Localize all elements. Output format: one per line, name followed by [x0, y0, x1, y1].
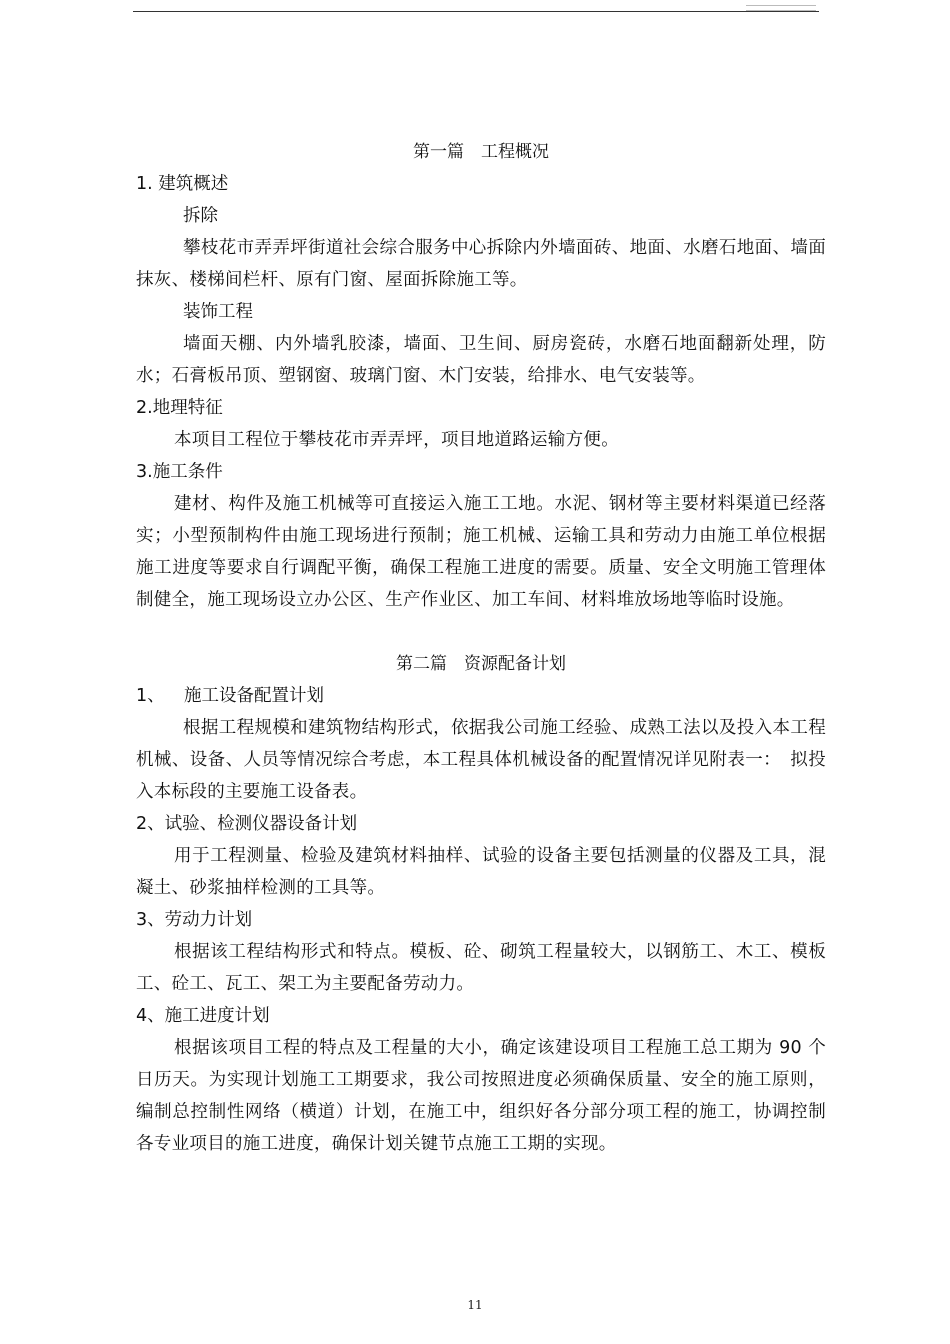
ch2-section-3-heading: 3、劳动力计划 — [136, 910, 253, 930]
geography-paragraph: 本项目工程位于攀枝花市弄弄坪，项目地道路运输方便。 — [174, 430, 619, 450]
ch2-section-1-heading — [136, 680, 826, 712]
decoration-paragraph: 墙面天棚、内外墙乳胶漆，墙面、卫生间、厨房瓷砖，水磨石地面翻新处理，防水；石膏板吊顶、塑钢窗、玻璃门窗、木门安装，给排水、电气安装等。 — [136, 334, 826, 386]
ch2-section-4-heading: 4、施工进度计划 — [136, 1006, 270, 1026]
chapter-1-title: 第一篇 工程概况 — [413, 142, 549, 162]
section-1-heading: 1. 建筑概述 — [136, 174, 229, 194]
spacer — [136, 616, 826, 648]
schedule-paragraph: 根据该项目工程的特点及工程量的大小，确定该建设项目工程施工总工期为 90 个日历天。为实现计划施工工期要求，我公司按照进度必须确保质量、安全的施工原则，编制总控制性网络（横道）计划，在施工中，组织好各分部分项工程的施工，协调控制各专业项目的施工进度，确保计划关键节点施工工期的实现。 — [136, 1038, 826, 1154]
section-3-heading: 3.施工条件 — [136, 462, 223, 482]
subsection-demolition: 拆除 — [183, 206, 218, 226]
ch2-section-1-title: 施工设备配置计划 — [184, 686, 324, 706]
ch2-section-1-number: 1、 — [136, 686, 165, 706]
header-rule — [133, 11, 819, 12]
labor-paragraph: 根据该工程结构形式和特点。模板、砼、砌筑工程量较大，以钢筋工、木工、模板工、砼工、瓦工、架工为主要配备劳动力。 — [136, 942, 826, 994]
ch2-section-2-heading: 2、试验、检测仪器设备计划 — [136, 814, 358, 834]
conditions-paragraph: 建材、构件及施工机械等可直接运入施工工地。水泥、钢材等主要材料渠道已经落实；小型预制构件由施工现场进行预制；施工机械、运输工具和劳动力由施工单位根据施工进度等要求自行调配平衡，确保工程施工进度的需要。质量、安全文明施工管理体制健全，施工现场设立办公区、生产作业区、加工车间、材料堆放场地等临时设施。 — [136, 494, 826, 610]
section-2-heading: 2.地理特征 — [136, 398, 223, 418]
header-mark — [746, 5, 816, 11]
equipment-paragraph: 根据工程规模和建筑物结构形式，依据我公司施工经验、成熟工法以及投入本工程机械、设备、人员等情况综合考虑，本工程具体机械设备的配置情况详见附表一： 拟投入本标段的主要施工设备表。 — [136, 718, 826, 802]
testing-paragraph: 用于工程测量、检验及建筑材料抽样、试验的设备主要包括测量的仪器及工具，混凝土、砂浆抽样检测的工具等。 — [136, 846, 826, 898]
page-content — [136, 136, 826, 1160]
page-number: 11 — [467, 1298, 483, 1312]
subsection-decoration: 装饰工程 — [183, 302, 253, 322]
demolition-paragraph: 攀枝花市弄弄坪街道社会综合服务中心拆除内外墙面砖、地面、水磨石地面、墙面抹灰、楼梯间栏杆、原有门窗、屋面拆除施工等。 — [136, 238, 826, 290]
chapter-2-title: 第二篇 资源配备计划 — [396, 654, 566, 674]
